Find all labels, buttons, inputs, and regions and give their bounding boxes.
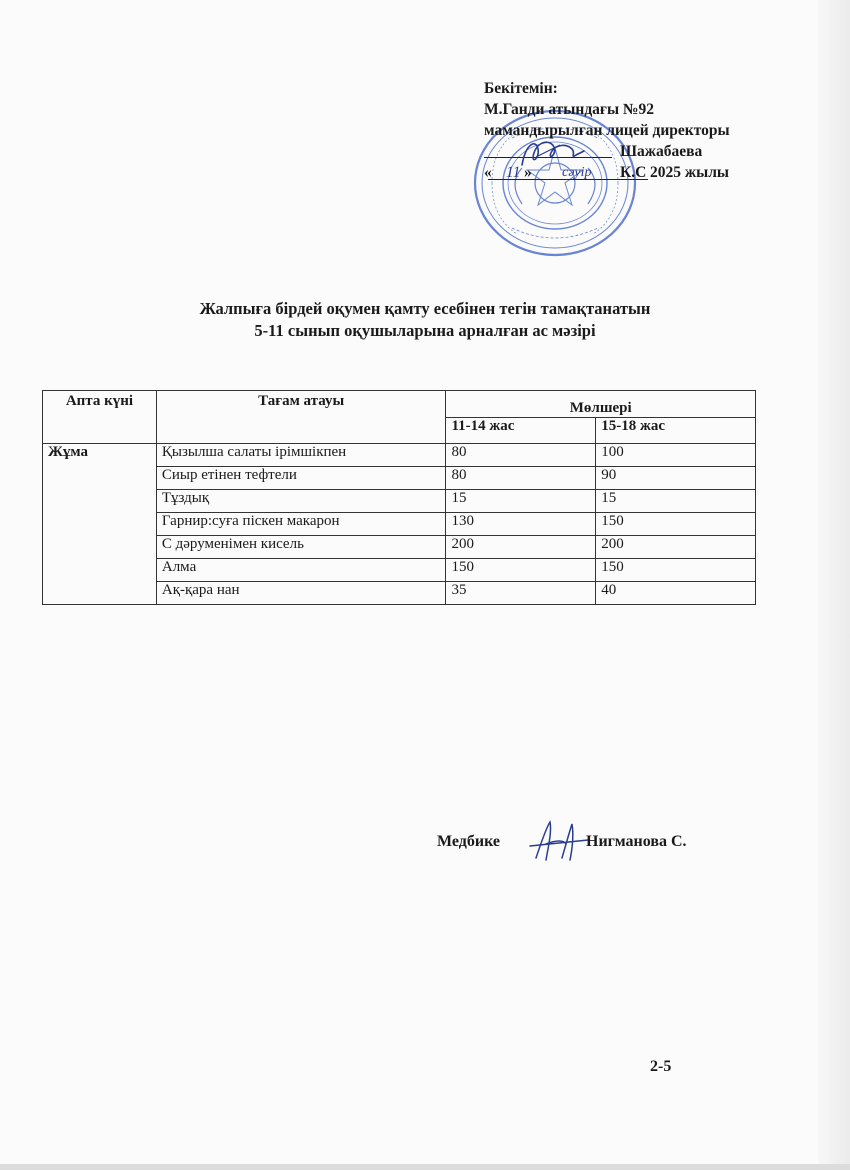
col-dish-header: Тағам атауы — [156, 391, 446, 444]
date-day: 11 — [506, 164, 521, 181]
qty-15-18: 150 — [596, 513, 756, 536]
qty-11-14: 15 — [446, 490, 596, 513]
quote-close: » — [524, 164, 532, 181]
dish-name: Сиыр етінен тефтели — [156, 467, 446, 490]
qty-11-14: 80 — [446, 467, 596, 490]
col-age-15-18-header: 15-18 жас — [596, 417, 756, 444]
date-year: 2025 жылы — [650, 164, 730, 181]
nurse-label: Медбике — [437, 833, 501, 850]
dish-name: Гарнир:суға піскен макарон — [156, 513, 446, 536]
page-number: 2-5 — [650, 1058, 672, 1075]
nurse-signature — [526, 818, 592, 864]
scan-edge — [818, 0, 850, 1170]
dish-name: Қызылша салаты ірімшікпен — [156, 444, 446, 467]
director-name: Шажабаева К.С — [620, 143, 703, 181]
dish-name: Тұздық — [156, 490, 446, 513]
menu-table — [42, 390, 756, 605]
title-line-2: 5-11 сынып оқушыларына арналған ас мәзірі — [254, 321, 596, 340]
quote-open: « — [484, 164, 492, 181]
scan-edge-bottom — [0, 1164, 850, 1170]
qty-11-14: 130 — [446, 513, 596, 536]
qty-11-14: 80 — [446, 444, 596, 467]
director-title: мамандырылған лицей директоры — [484, 122, 730, 139]
qty-15-18: 15 — [596, 490, 756, 513]
qty-11-14: 200 — [446, 536, 596, 559]
qty-15-18: 40 — [596, 582, 756, 605]
table-row — [43, 444, 756, 467]
approval-heading: Бекітемін: — [484, 80, 558, 97]
document-title — [0, 298, 850, 342]
qty-15-18: 150 — [596, 559, 756, 582]
dish-name: Алма — [156, 559, 446, 582]
qty-15-18: 100 — [596, 444, 756, 467]
qty-15-18: 90 — [596, 467, 756, 490]
dish-name: С дәруменімен кисель — [156, 536, 446, 559]
table-header-row — [43, 391, 756, 418]
qty-15-18: 200 — [596, 536, 756, 559]
qty-11-14: 35 — [446, 582, 596, 605]
director-signature — [516, 135, 588, 175]
nurse-name: Нигманова С. — [586, 833, 687, 850]
date-month: сәуір — [562, 165, 592, 180]
qty-11-14: 150 — [446, 559, 596, 582]
col-weekday-header: Апта күні — [43, 391, 157, 444]
col-age-11-14-header: 11-14 жас — [446, 417, 596, 444]
col-quantity-header: Мөлшері — [446, 391, 756, 418]
title-line-1: Жалпыға бірдей оқумен қамту есебінен тегін тамақтанатын — [199, 299, 651, 318]
dish-name: Ақ-қара нан — [156, 582, 446, 605]
school-name: М.Ганди атындағы №92 — [484, 101, 655, 118]
weekday-cell: Жұма — [43, 444, 157, 605]
